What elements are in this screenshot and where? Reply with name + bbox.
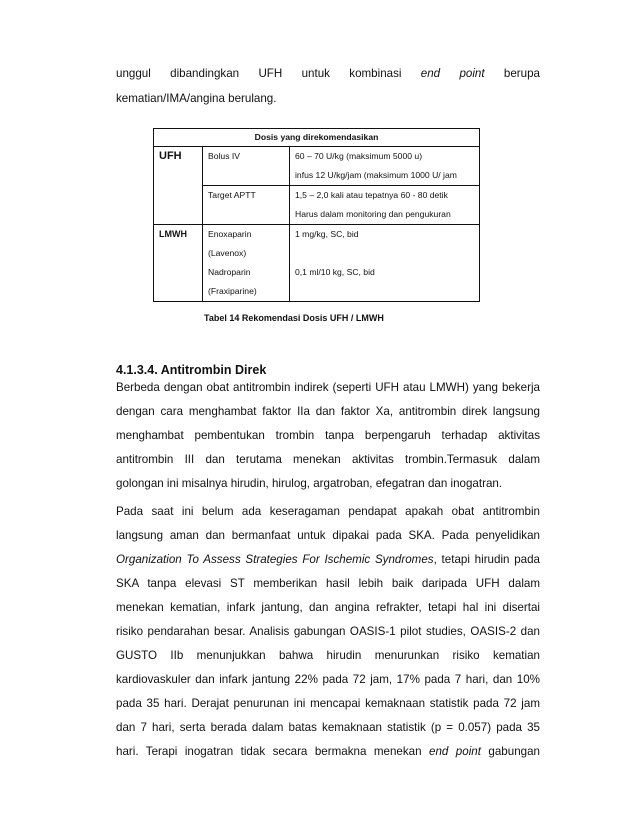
dose-line: 0,1 ml/10 kg, SC, bid	[295, 267, 375, 277]
paragraph-line: dengan cara menghambat faktor IIa dan faktor Xa, antitrombin direk langsung	[116, 405, 540, 418]
dose-line: 1 mg/kg, SC, bid	[295, 229, 359, 239]
paragraph-line: langsung aman dan bermanfaat untuk dipakai pada SKA. Pada penyelidikan	[116, 529, 540, 542]
drug-line: Nadroparin	[208, 267, 251, 277]
table-header: Dosis yang direkomendasikan	[154, 129, 480, 147]
paragraph-line: risiko pendarahan besar. Analisis gabungan OASIS-1 pilot studies, OASIS-2 dan	[116, 625, 540, 638]
paragraph-text: hari. Terapi inogatran tidak secara bermakna menekan	[116, 745, 429, 758]
paragraph-text: gabungan	[480, 745, 540, 758]
dose-value	[290, 186, 480, 225]
paragraph-line: pada 35 hari. Derajat penurunan ini mencapai kemaknaan statistik pada 72 jam	[116, 697, 540, 710]
dose-line: 1,5 – 2,0 kali atau tepatnya 60 - 80 detik	[295, 190, 448, 200]
paragraph-line: dan 7 hari, serta berada dalam batas kemaknaan statistik (p = 0.057) pada 35	[116, 721, 540, 734]
paragraph-line: menghambat pembentukan trombin tanpa berpengaruh terhadap aktivitas	[116, 429, 540, 442]
drug-line: (Fraxiparine)	[208, 286, 257, 296]
paragraph-line: GUSTO IIb menunjukkan bahwa hirudin menurunkan risiko kematian	[116, 649, 540, 662]
intro-word-italic: end	[420, 67, 441, 80]
dose-line: Harus dalam monitoring dan pengukuran	[295, 209, 451, 219]
dosage-table	[153, 128, 480, 302]
section-heading: 4.1.3.4. Antitrombin Direk	[116, 363, 267, 377]
paragraph-text: , tetapi hirudin pada	[433, 553, 541, 566]
paragraph-line: menekan kematian, infark jantung, dan angina refrakter, tetapi hal ini disertai	[116, 601, 540, 614]
intro-word: untuk	[301, 67, 330, 80]
table-row	[154, 147, 480, 186]
drug-name: Bolus IV	[203, 147, 290, 186]
paragraph-line: Pada saat ini belum ada keseragaman pendapat apakah obat antitrombin	[116, 505, 540, 518]
table-caption: Tabel 14 Rekomendasi Dosis UFH / LMWH	[204, 313, 384, 323]
row-label-ufh: UFH	[154, 147, 203, 225]
drug-name	[203, 225, 290, 302]
intro-line-1	[116, 67, 540, 80]
paragraph-line	[116, 548, 540, 572]
paragraph-line: Berbeda dengan obat antitrombin indirek (seperti UFH atau LMWH) yang bekerja	[116, 381, 540, 394]
paragraph-line: SKA tanpa elevasi ST memberikan hasil lebih baik daripada UFH dalam	[116, 577, 540, 590]
dose-line: infus 12 U/kg/jam (maksimum 1000 U/ jam	[295, 170, 457, 180]
paragraph-1	[116, 376, 540, 496]
intro-word: kombinasi	[349, 67, 402, 80]
paragraph-line: antitrombin III dan terutama menekan aktivitas trombin.Termasuk dalam	[116, 453, 540, 466]
dose-line	[295, 244, 474, 263]
intro-word-italic: point	[459, 67, 485, 80]
drug-line: (Lavenox)	[208, 248, 247, 258]
paragraph-line: golongan ini misalnya hirudin, hirulog, argatroban, efegatran dan inogatran.	[116, 477, 503, 490]
intro-word: berupa	[503, 67, 540, 80]
paragraph-line	[116, 740, 540, 764]
dose-line	[295, 282, 474, 301]
intro-word: UFH	[258, 67, 283, 80]
dose-value	[290, 147, 480, 186]
row-label-lmwh: LMWH	[154, 225, 203, 302]
table-row	[154, 225, 480, 302]
intro-word: dibandingkan	[170, 67, 240, 80]
drug-line: Enoxaparin	[208, 229, 252, 239]
dose-line: 60 – 70 U/kg (maksimum 5000 u)	[295, 151, 423, 161]
table-row	[154, 186, 480, 225]
study-name-italic: Organization To Assess Strategies For Ischemic Syndromes	[116, 553, 434, 566]
drug-name: Target APTT	[203, 186, 290, 225]
paragraph-2	[116, 500, 540, 764]
paragraph-italic: end point	[429, 745, 481, 758]
intro-word: unggul	[116, 67, 151, 80]
intro-line-2: kematian/IMA/angina berulang.	[116, 92, 277, 105]
paragraph-line: kardiovaskuler dan infark jantung 22% pada 72 jam, 17% pada 7 hari, dan 10%	[116, 673, 540, 686]
dose-value	[290, 225, 480, 302]
